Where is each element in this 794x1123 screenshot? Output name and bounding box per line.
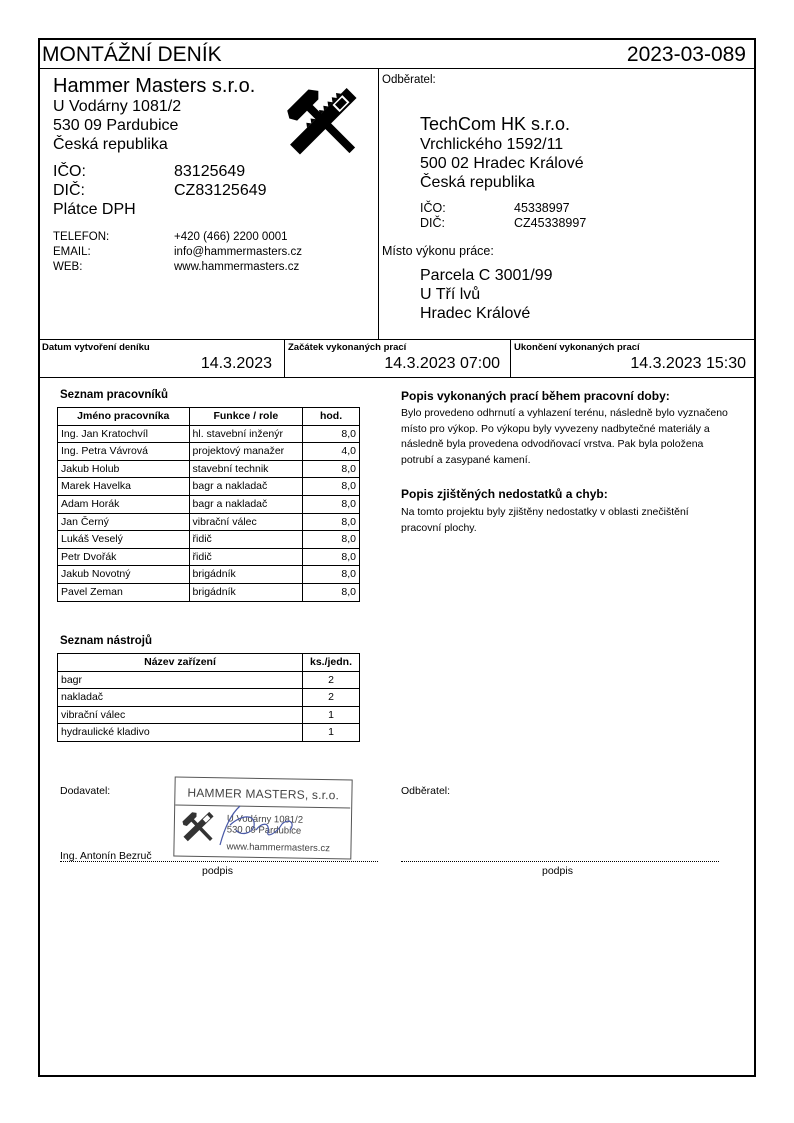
supplier-vat: Plátce DPH (53, 201, 136, 218)
worker-hours: 8,0 (303, 548, 360, 566)
worker-hours: 8,0 (303, 460, 360, 478)
customer-dic-label: DIČ: (420, 216, 445, 230)
defects-text (401, 505, 751, 536)
stamp-line-1: U Vodárny 1081/2 (226, 813, 304, 826)
supplier-country: Česká republika (53, 136, 168, 153)
customer-section-label: Odběratel: (382, 74, 436, 86)
worker-role: řidič (189, 531, 303, 549)
worker-name: Adam Horák (58, 495, 190, 513)
created-value: 14.3.2023 (200, 355, 272, 372)
customer-sign-label: Odběratel: (401, 785, 451, 797)
start-value: 14.3.2023 07:00 (384, 355, 500, 372)
worker-role: stavební technik (189, 460, 303, 478)
worker-hours: 8,0 (303, 583, 360, 601)
customer-country: Česká republika (420, 174, 535, 191)
col-header-quantity: ks./jedn. (303, 654, 360, 672)
supplier-dic-label: DIČ: (53, 182, 85, 199)
site-label: Místo výkonu práce: (382, 244, 494, 258)
phone-value: +420 (466) 2200 0001 (174, 231, 288, 243)
tool-name: bagr (58, 671, 303, 689)
tool-qty: 1 (303, 724, 360, 742)
site-line-2: U Tří lvů (420, 286, 481, 303)
phone-label: TELEFON: (53, 231, 110, 243)
start-label: Začátek vykonaných prací (288, 342, 407, 353)
table-row (58, 531, 360, 549)
worker-name: Pavel Zeman (58, 583, 190, 601)
text-line: následně byla provedena odvodňovací vrstva. Pak byla položena (401, 438, 704, 450)
table-row (58, 583, 360, 601)
handwritten-signature (210, 800, 310, 850)
worker-hours: 8,0 (303, 513, 360, 531)
tool-qty: 2 (303, 671, 360, 689)
table-row (58, 478, 360, 496)
divider (38, 68, 756, 69)
supplier-street: U Vodárny 1081/2 (53, 98, 182, 115)
document-title: MONTÁŽNÍ DENÍK (42, 43, 222, 66)
worker-name: Jakub Holub (58, 460, 190, 478)
col-header-device: Název zařízení (58, 654, 303, 672)
tools-title: Seznam nástrojů (60, 635, 153, 647)
table-row (58, 495, 360, 513)
table-row (58, 548, 360, 566)
workers-table (57, 407, 360, 602)
divider (378, 68, 379, 339)
table-row (58, 724, 360, 742)
col-header-role: Funkce / role (189, 408, 303, 426)
table-row (58, 671, 360, 689)
signature-line (60, 861, 378, 862)
tool-qty: 2 (303, 689, 360, 707)
stamp-line-2: 530 09 Pardubice (226, 824, 302, 837)
worker-role: brigádník (189, 566, 303, 584)
table-row (58, 443, 360, 461)
email-value: info@hammermasters.cz (174, 246, 302, 258)
tool-name: nakladač (58, 689, 303, 707)
customer-dic: CZ45338997 (514, 216, 587, 230)
document-number: 2023-03-089 (626, 43, 746, 66)
supplier-name: Hammer Masters s.r.o. (53, 75, 256, 97)
text-line: potrubí a zasypané kamení. (401, 453, 531, 466)
worker-role: bagr a nakladač (189, 495, 303, 513)
web-value: www.hammermasters.cz (174, 261, 300, 273)
work-description-text (401, 406, 751, 468)
stamp-web: www.hammermasters.cz (226, 841, 331, 855)
email-label: EMAIL: (53, 246, 91, 258)
customer-name: TechCom HK s.r.o. (420, 114, 571, 134)
worker-role: projektový manažer (189, 443, 303, 461)
supplier-ico-label: IČO: (53, 163, 86, 180)
customer-city: 500 02 Hradec Králové (420, 155, 584, 172)
worker-name: Jakub Novotný (58, 566, 190, 584)
customer-street: Vrchlického 1592/11 (420, 136, 564, 153)
table-row (58, 566, 360, 584)
worker-name: Petr Dvořák (58, 548, 190, 566)
worker-hours: 8,0 (303, 495, 360, 513)
worker-hours: 4,0 (303, 443, 360, 461)
table-header-row (58, 654, 360, 672)
site-line-1: Parcela C 3001/99 (420, 267, 553, 284)
defects-title: Popis zjištěných nedostatků a chyb: (401, 487, 608, 501)
workers-title: Seznam pracovníků (60, 389, 169, 401)
worker-name: Marek Havelka (58, 478, 190, 496)
work-description-title: Popis vykonaných prací během pracovní doby: (401, 389, 670, 403)
divider (510, 339, 511, 377)
end-value: 14.3.2023 15:30 (630, 355, 746, 372)
worker-name: Lukáš Veselý (58, 531, 190, 549)
customer-ico: 45338997 (514, 201, 570, 215)
worker-name: Jan Černý (58, 513, 190, 531)
created-label: Datum vytvoření deníku (42, 342, 150, 353)
worker-hours: 8,0 (303, 566, 360, 584)
tool-qty: 1 (303, 706, 360, 724)
stamp-title: HAMMER MASTERS, s.r.o. (187, 785, 340, 803)
table-row (58, 513, 360, 531)
table-row (58, 706, 360, 724)
text-line: Na tomto projektu byly zjištěny nedostatky v oblasti znečištění (401, 506, 689, 518)
worker-hours: 8,0 (303, 531, 360, 549)
worker-role: brigádník (189, 583, 303, 601)
supplier-dic: CZ83125649 (174, 182, 267, 199)
tool-name: hydraulické kladivo (58, 724, 303, 742)
divider (284, 339, 285, 377)
supplier-sign-label: Dodavatel: (60, 785, 111, 797)
text-line: pracovní plochy. (401, 521, 477, 534)
table-row (58, 425, 360, 443)
hammer-logo-icon (284, 84, 364, 160)
signature-line (401, 861, 719, 862)
worker-role: řidič (189, 548, 303, 566)
supplier-ico: 83125649 (174, 163, 246, 180)
web-label: WEB: (53, 261, 83, 273)
worker-hours: 8,0 (303, 425, 360, 443)
worker-role: bagr a nakladač (189, 478, 303, 496)
signature-caption: podpis (542, 865, 573, 877)
divider (38, 339, 756, 340)
worker-role: hl. stavební inženýr (189, 425, 303, 443)
end-label: Ukončení vykonaných prací (514, 342, 640, 353)
customer-ico-label: IČO: (420, 201, 446, 215)
site-line-3: Hradec Králové (420, 305, 531, 322)
worker-name: Ing. Petra Vávrová (58, 443, 190, 461)
tool-name: vibrační válec (58, 706, 303, 724)
supplier-person: Ing. Antonín Bezruč (60, 850, 152, 862)
worker-role: vibrační válec (189, 513, 303, 531)
table-header-row (58, 408, 360, 426)
text-line: místo pro výkop. Po výkopu byly vyvezeny nadbytečné materiály a (401, 422, 710, 435)
worker-name: Ing. Jan Kratochvíl (58, 425, 190, 443)
text-line: Bylo provedeno odhrnutí a vyhlazení terénu, následně bylo vyznačeno (401, 407, 728, 419)
table-row (58, 460, 360, 478)
col-header-hours: hod. (303, 408, 360, 426)
col-header-name: Jméno pracovníka (58, 408, 190, 426)
tools-table (57, 653, 360, 742)
supplier-city: 530 09 Pardubice (53, 117, 179, 134)
table-row (58, 689, 360, 707)
divider (38, 377, 756, 378)
signature-caption: podpis (202, 865, 233, 877)
worker-hours: 8,0 (303, 478, 360, 496)
